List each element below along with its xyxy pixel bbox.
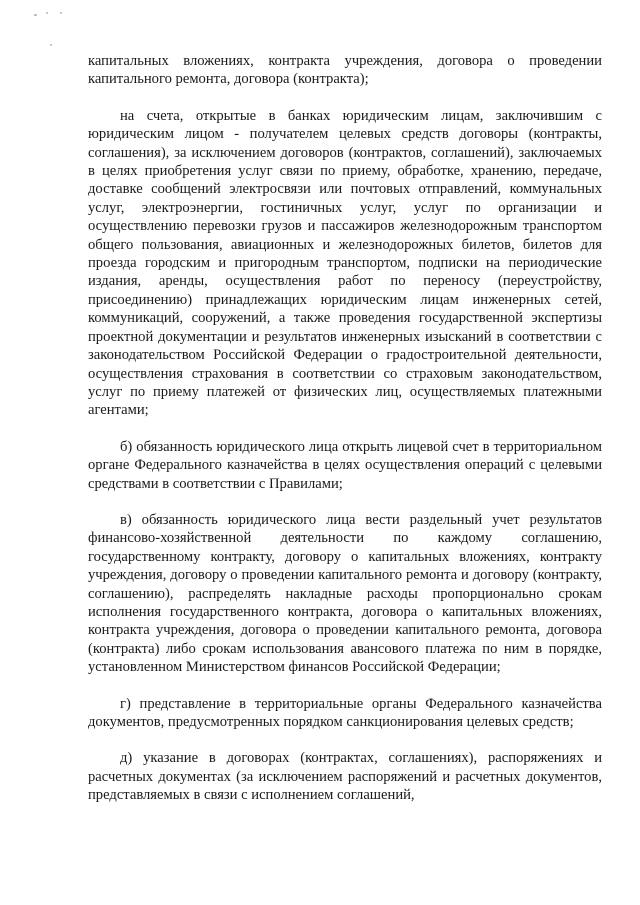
document-page [88,52,602,805]
paragraph-d-indication: д) указание в договорах (контрактах, соглашениях), распоряжениях и расчетных документах (за исключением распоряжений и расчетных документов, представляемых в связи с исполнением соглашений, [88,750,602,804]
paragraph-b-obligation-account: б) обязанность юридического лица открыть лицевой счет в территориальном органе Федерального казначейства в целях осуществления операций с целевыми средствами в соответствии с Правилами; [88,438,602,492]
paragraph-v-obligation-accounting: в) обязанность юридического лица вести раздельный учет результатов финансово-хозяйственной деятельности по каждому соглашению, государственному контракту, договору о капитальных вложениях, контракту учреждения, договору о проведении капитального ремонта и договору (контракту, соглашению), распределять накладные расходы пропорционально срокам исполнения государственного контракта, договора о капитальных вложениях, контракта учреждения, договора о проведении капитального ремонта, договора (контракта) либо срокам использования авансового платежа по ним в порядке, установленном Министерством финансов Российской Федерации; [88,511,602,676]
paragraph-bank-accounts: на счета, открытые в банках юридическим лицам, заключившим с юридическим лицом - получателем целевых средств договоры (контракты, соглашения), за исключением договоров (контрактов, соглашений), заключаемых в целях приобретения услуг связи по приему, обработке, хранению, передаче, доставке сообщений электросвязи или почтовых отправлений, коммунальных услуг, электроэнергии, гостиничных услуг, услуг по организации и осуществлению перевозки грузов и пассажиров железнодорожным транспортом общего пользования, авиационных и железнодорожных билетов, билетов для проезда городским и пригородным транспортом, подписки на периодические издания, аренды, осуществления работ по переносу (переустройству, присоединению) принадлежащих юридическим лицам инженерных сетей, коммуникаций, сооружений, а также проведения государственной экспертизы проектной документации и результатов инженерных изысканий в соответствии с законодательством Российской Федерации о градостроительной деятельности, осуществления страхования в соответствии со страховым законодательством, услуг по приему платежей от физических лиц, осуществляемых платежными агентами; [88,107,602,419]
paragraph-continuation: капитальных вложениях, контракта учреждения, договора о проведении капитального ремонта, договора (контракта); [88,53,602,88]
scan-speck [50,44,52,46]
scan-speck [60,12,62,14]
scan-speck [34,14,37,16]
paragraph-g-documents: г) представление в территориальные органы Федерального казначейства документов, предусмотренных порядком санкционирования целевых средств; [88,695,602,730]
scan-speck [46,12,48,14]
